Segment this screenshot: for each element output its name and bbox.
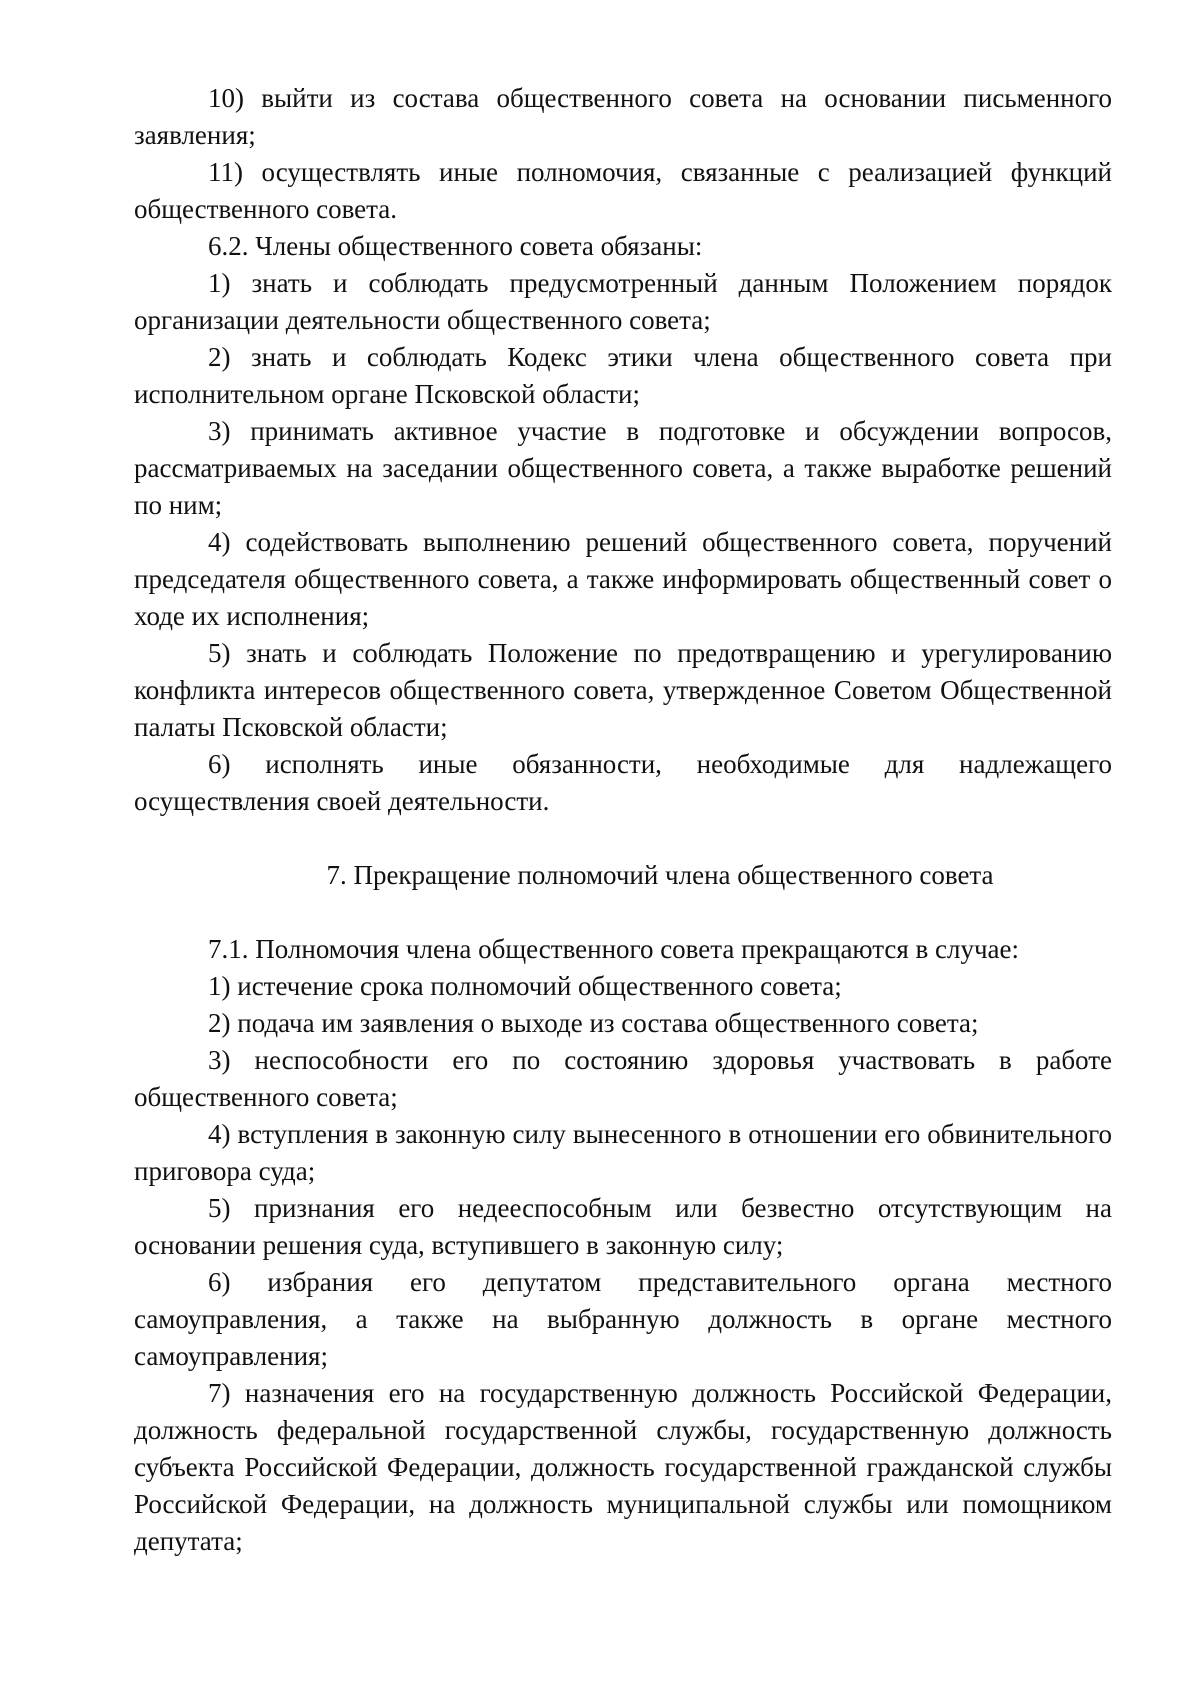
document-page bbox=[134, 80, 1112, 1560]
duty-item-1: 1) знать и соблюдать предусмотренный данным Положением порядок организации деятельности общественного совета; bbox=[134, 268, 1112, 335]
paragraph-6-2-duties-intro: 6.2. Члены общественного совета обязаны: bbox=[208, 231, 703, 261]
termination-item-2: 2) подача им заявления о выходе из состава общественного совета; bbox=[208, 1008, 979, 1038]
termination-item-4: 4) вступления в законную силу вынесенного в отношении его обвинительного приговора суда; bbox=[134, 1119, 1112, 1186]
paragraph-10-withdraw: 10) выйти из состава общественного совета на основании письменного заявления; bbox=[134, 83, 1112, 150]
duty-item-4: 4) содействовать выполнению решений общественного совета, поручений председателя общественного совета, а также информировать общественный совет о ходе их исполнения; bbox=[134, 527, 1112, 631]
paragraph-11-other-powers: 11) осуществлять иные полномочия, связанные с реализацией функций общественного совета. bbox=[134, 157, 1112, 224]
duty-item-3: 3) принимать активное участие в подготовке и обсуждении вопросов, рассматриваемых на заседании общественного совета, а также выработке решений по ним; bbox=[134, 416, 1112, 520]
duty-item-6: 6) исполнять иные обязанности, необходимые для надлежащего осуществления своей деятельности. bbox=[134, 749, 1112, 816]
termination-item-5: 5) признания его недееспособным или безвестно отсутствующим на основании решения суда, вступившего в законную силу; bbox=[134, 1193, 1112, 1260]
section-spacer bbox=[134, 894, 1112, 931]
termination-item-3: 3) неспособности его по состоянию здоровья участвовать в работе общественного совета; bbox=[134, 1045, 1112, 1112]
duty-item-5: 5) знать и соблюдать Положение по предотвращению и урегулированию конфликта интересов общественного совета, утвержденное Советом Общественной палаты Псковской области; bbox=[134, 638, 1112, 742]
section-spacer bbox=[134, 820, 1112, 857]
termination-item-7: 7) назначения его на государственную должность Российской Федерации, должность федеральной государственной службы, государственную должность субъекта Российской Федерации, должность государственной гражданской службы Российской Федерации, на должность муниципальной службы или помощником депутата; bbox=[134, 1378, 1112, 1556]
duty-item-2: 2) знать и соблюдать Кодекс этики члена общественного совета при исполнительном органе Псковской области; bbox=[134, 342, 1112, 409]
termination-item-6: 6) избрания его депутатом представительного органа местного самоуправления, а также на выбранную должность в органе местного самоуправления; bbox=[134, 1267, 1112, 1371]
termination-item-1: 1) истечение срока полномочий общественного совета; bbox=[208, 971, 842, 1001]
paragraph-7-1-termination-intro: 7.1. Полномочия члена общественного совета прекращаются в случае: bbox=[208, 934, 1020, 964]
section-heading: 7. Прекращение полномочий члена общественного совета bbox=[326, 860, 994, 890]
